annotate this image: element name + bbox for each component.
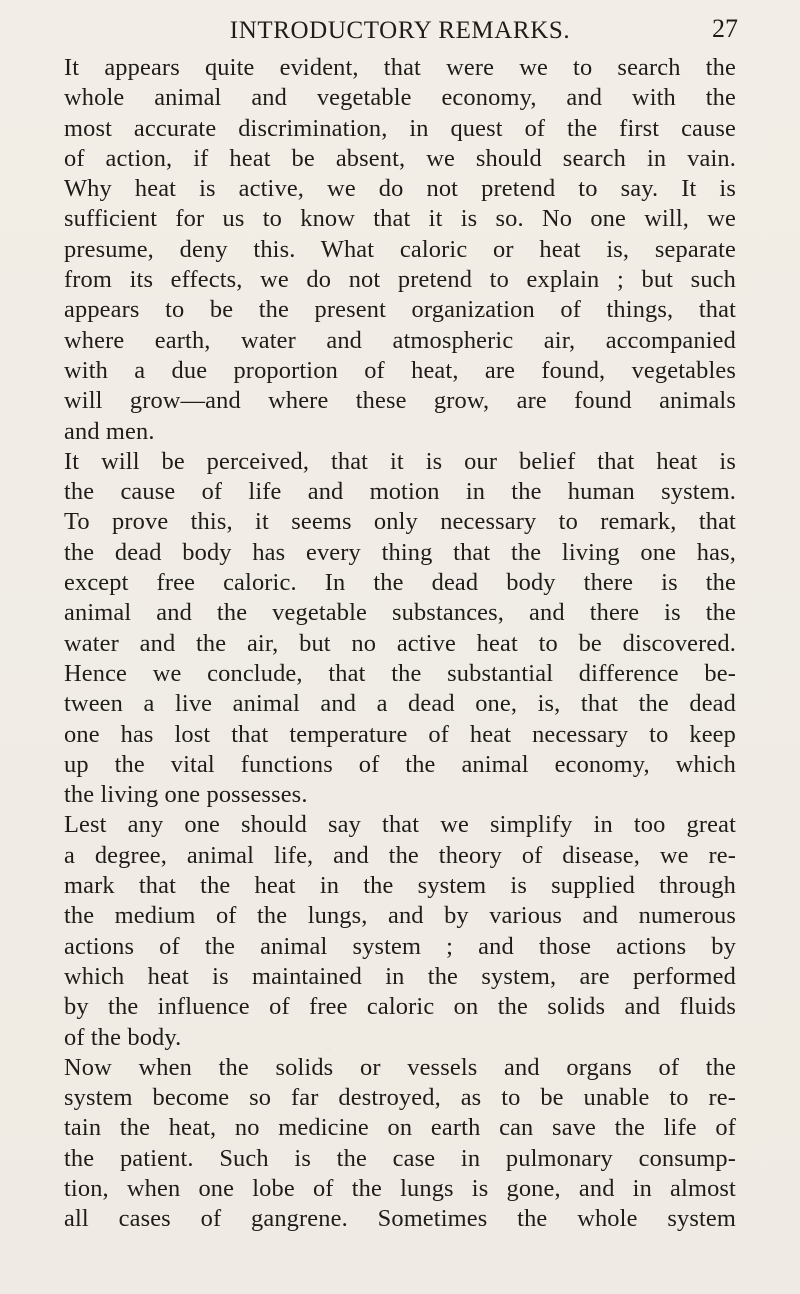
- text-line: one has lost that temperature of heat necessary to keep: [64, 720, 736, 748]
- text-line: tween a live animal and a dead one, is, that the dead: [64, 690, 736, 718]
- text-line: most accurate discrimination, in quest of the first cause: [64, 114, 736, 142]
- body-text: [64, 53, 736, 1235]
- text-line: Why heat is active, we do not pretend to say. It is: [64, 175, 736, 203]
- text-line: of action, if heat be absent, we should search in vain.: [64, 144, 736, 172]
- text-line: the medium of the lungs, and by various and numerous: [64, 902, 736, 930]
- text-line: appears to be the present organization of things, that: [64, 296, 736, 324]
- text-line: by the influence of free caloric on the solids and fluids: [64, 993, 736, 1021]
- text-line: system become so far destroyed, as to be unable to re-: [64, 1084, 736, 1112]
- text-line: where earth, water and atmospheric air, accompanied: [64, 326, 736, 354]
- page-number: 27: [712, 14, 738, 43]
- text-line: To prove this, it seems only necessary to remark, that: [64, 508, 736, 536]
- text-line: Now when the solids or vessels and organs of the: [64, 1053, 736, 1081]
- text-line: Hence we conclude, that the substantial difference be-: [64, 659, 736, 687]
- text-line: whole animal and vegetable economy, and with the: [64, 84, 736, 112]
- text-line: presume, deny this. What caloric or heat is, separate: [64, 235, 736, 263]
- text-line: Lest any one should say that we simplify in too great: [64, 811, 736, 839]
- text-line: from its effects, we do not pretend to explain ; but such: [64, 266, 736, 294]
- text-line: with a due proportion of heat, are found, vegetables: [64, 356, 736, 384]
- text-line: tion, when one lobe of the lungs is gone, and in almost: [64, 1174, 736, 1202]
- text-line: except free caloric. In the dead body there is the: [64, 569, 736, 597]
- running-title: INTRODUCTORY REMARKS.: [229, 17, 571, 44]
- text-line: the living one possesses.: [64, 781, 308, 809]
- text-line: the cause of life and motion in the human system.: [64, 478, 736, 506]
- text-line: sufficient for us to know that it is so. No one will, we: [64, 205, 736, 233]
- text-line: all cases of gangrene. Sometimes the whole system: [64, 1205, 736, 1233]
- text-line: It will be perceived, that it is our belief that heat is: [64, 447, 736, 475]
- text-line: It appears quite evident, that were we to search the: [64, 54, 736, 81]
- text-line: the dead body has every thing that the living one has,: [64, 538, 736, 566]
- text-line: tain the heat, no medicine on earth can save the life of: [64, 1114, 736, 1142]
- text-line: will grow—and where these grow, are found animals: [64, 387, 736, 415]
- text-line: actions of the animal system ; and those actions by: [64, 932, 736, 960]
- running-head: [64, 10, 736, 52]
- text-line: the patient. Such is the case in pulmonary consump-: [64, 1144, 736, 1172]
- text-line: which heat is maintained in the system, are performed: [64, 962, 736, 990]
- text-line: water and the air, but no active heat to be discovered.: [64, 629, 736, 657]
- text-line: mark that the heat in the system is supplied through: [64, 872, 736, 900]
- text-line: animal and the vegetable substances, and there is the: [64, 599, 736, 627]
- text-line: and men.: [64, 417, 155, 445]
- text-line: up the vital functions of the animal economy, which: [64, 750, 736, 778]
- text-line: a degree, animal life, and the theory of disease, we re-: [64, 841, 736, 869]
- text-line: of the body.: [64, 1023, 182, 1051]
